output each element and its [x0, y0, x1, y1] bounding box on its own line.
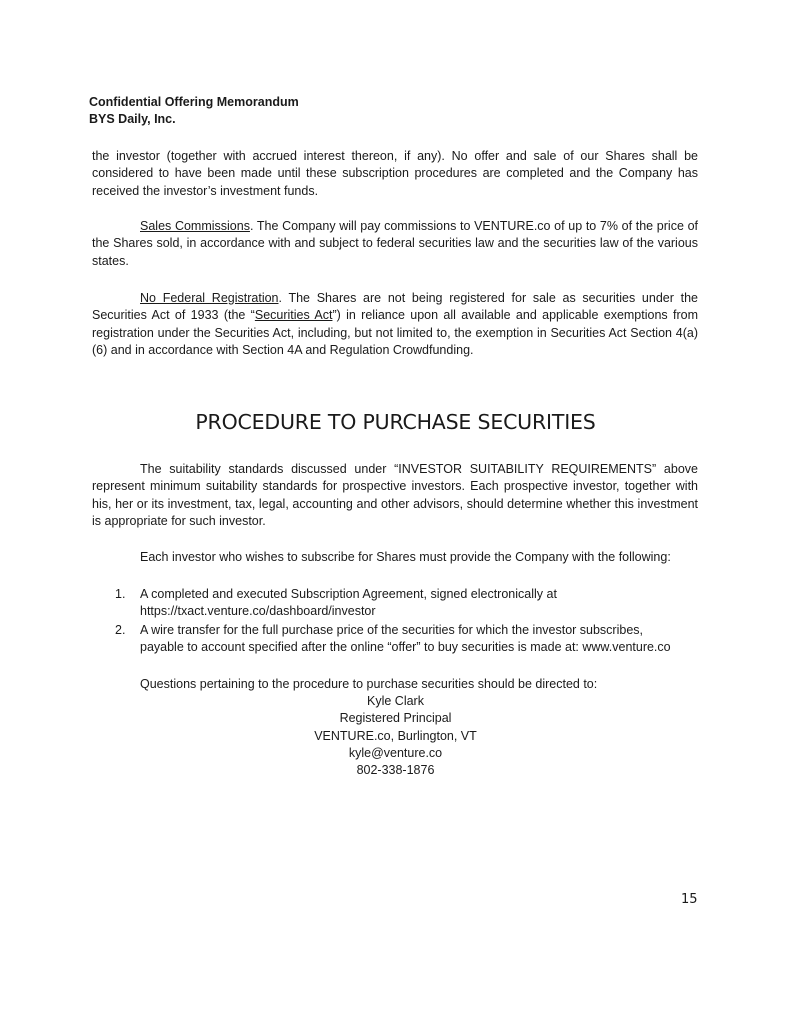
- requirement-line: payable to account specified after the online “offer” to buy securities is made at: www.venture.co: [140, 640, 671, 655]
- no-federal-registration-text-before: . The Shares are not being registered for sale as securities under the Securities Act of 1933 (the “: [92, 291, 698, 323]
- document-header: [89, 94, 299, 128]
- no-federal-registration-text-after: ”) in reliance upon all available and applicable exemptions from registration under the Securities Act, including, but not limited to, the exemption in Securities Act Section 4(a)(6) and in accordance with Section 4A and Regulation Crowdfunding.: [92, 308, 698, 357]
- contact-org: VENTURE.co, Burlington, VT: [314, 728, 477, 743]
- questions-lead: Questions pertaining to the procedure to purchase securities should be directed to:: [140, 677, 598, 691]
- contact-block: [0, 693, 791, 779]
- requirement-number: 1.: [115, 587, 126, 601]
- continuation-paragraph: the investor (together with accrued interest thereon, if any). No offer and sale of our Shares shall be considered to have been made until these subscription procedures are completed and the Company has received the investor’s investment funds.: [92, 149, 698, 198]
- subscription-url: https://txact.venture.co/dashboard/investor: [140, 604, 376, 619]
- securities-act-term: Securities Act: [254, 308, 333, 323]
- suitability-paragraph: The suitability standards discussed under “INVESTOR SUITABILITY REQUIREMENTS” above represent minimum suitability standards for prospective investors. Each prospective investor, together with his, her or its investment, tax, legal, accounting and other advisors, should determine whether this investment is appropriate for such investor.: [92, 462, 698, 528]
- no-federal-registration-heading: No Federal Registration: [140, 291, 279, 305]
- contact-email: kyle@venture.co: [348, 745, 443, 760]
- sales-commissions-text: . The Company will pay commissions to VENTURE.co of up to 7% of the price of the Shares sold, in accordance with and subject to federal securities law and the securities law of the various states.: [92, 219, 698, 268]
- sales-commissions-paragraph: [92, 218, 698, 270]
- no-federal-registration-paragraph: [92, 290, 698, 359]
- contact-phone: 802-338-1876: [356, 763, 435, 778]
- contact-name: Kyle Clark: [367, 694, 424, 708]
- requirement-line: A wire transfer for the full purchase price of the securities for which the investor subscribes,: [140, 623, 644, 637]
- subscribe-lead: Each investor who wishes to subscribe for Shares must provide the Company with the following:: [140, 550, 671, 564]
- contact-role: Registered Principal: [339, 711, 452, 726]
- section-title: PROCEDURE TO PURCHASE SECURITIES: [195, 410, 596, 434]
- requirement-line: A completed and executed Subscription Agreement, signed electronically at: [140, 587, 557, 601]
- requirement-number: 2.: [115, 623, 126, 637]
- page-number: 15: [681, 892, 698, 907]
- header-title: Confidential Offering Memorandum: [89, 95, 299, 109]
- sales-commissions-heading: Sales Commissions: [140, 219, 250, 233]
- header-company: BYS Daily, Inc.: [89, 112, 176, 126]
